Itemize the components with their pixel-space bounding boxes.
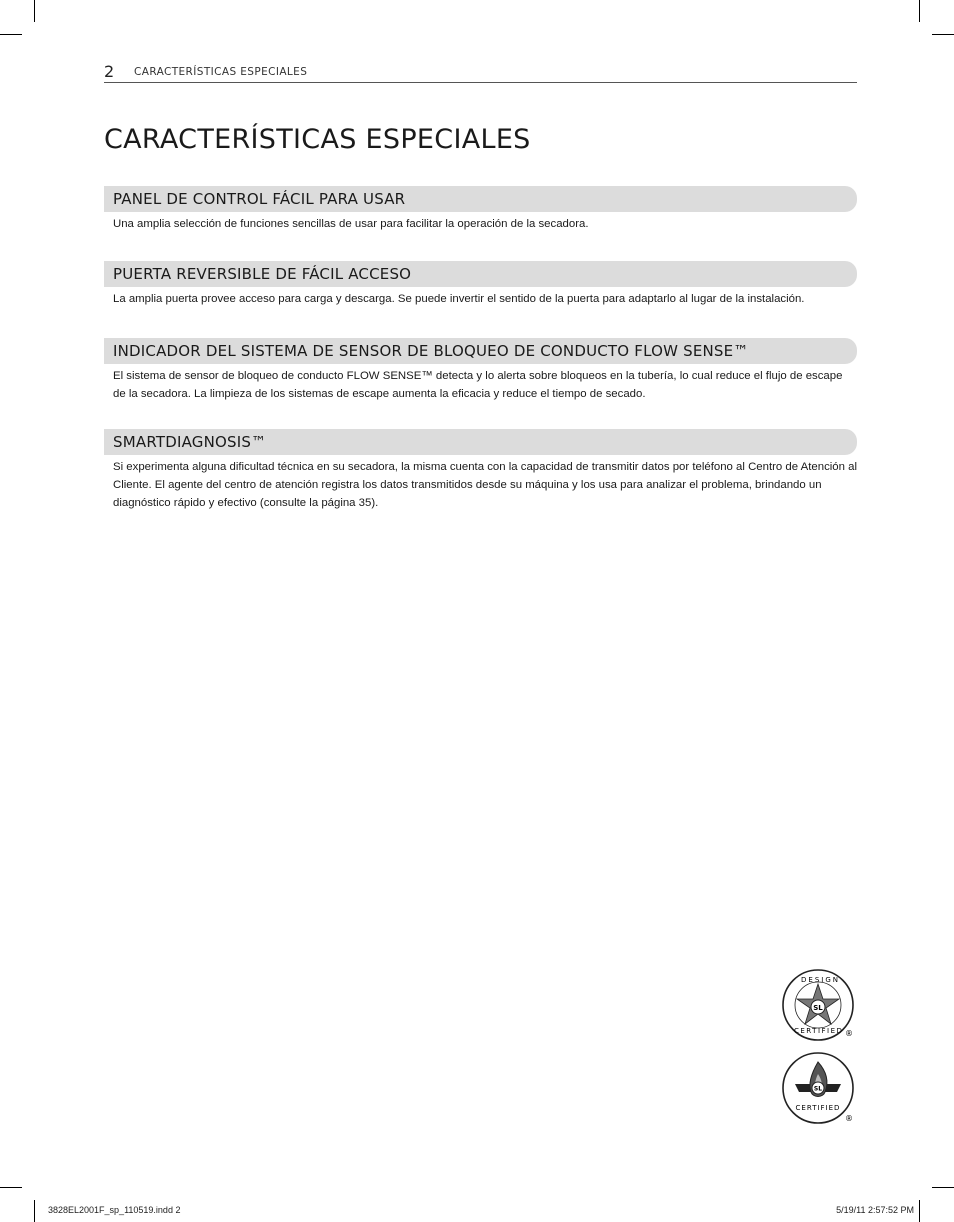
section-heading-bar: [104, 338, 857, 364]
svg-text:®: ®: [845, 1114, 853, 1123]
section-body: La amplia puerta provee acceso para carga y descarga. Se puede invertir el sentido de la puerta para adaptarlo al lugar de la instalación.: [113, 293, 805, 305]
section-reversible-door: [104, 261, 857, 308]
footer-file-name: 3828EL2001F_sp_110519.indd 2: [48, 1205, 181, 1215]
section-heading-bar: [104, 261, 857, 287]
footer-timestamp: 5/19/11 2:57:52 PM: [836, 1205, 914, 1215]
running-head: [104, 62, 857, 83]
section-heading: PUERTA REVERSIBLE DE FÁCIL ACCESO: [113, 265, 412, 283]
svg-text:CERTIFIED: CERTIFIED: [795, 1104, 841, 1112]
section-body: Si experimenta alguna dificultad técnica en su secadora, la misma cuenta con la capacidad de transmitir datos por teléfono al Centro de Atención al Cliente. El agente del centro de atención registra los datos transmitidos desde su máquina y los usa para analizar el problema, brindando un diagnóstico rápido y efectivo (consulte la página 35).: [113, 461, 857, 509]
section-heading: SMARTDIAGNOSIS™: [113, 433, 267, 451]
certified-flame-seal-icon: [781, 1052, 853, 1124]
crop-mark: [919, 1200, 920, 1222]
section-body: El sistema de sensor de bloqueo de conducto FLOW SENSE™ detecta y lo alerta sobre bloqueos en la tubería, lo cual reduce el flujo de escape de la secadora. La limpieza de los sistemas de escape aumenta la eficacia y reduce el tiempo de secado.: [113, 370, 843, 400]
section-heading-bar: [104, 186, 857, 212]
crop-mark: [932, 34, 954, 35]
design-certified-star-seal-icon: [781, 969, 853, 1041]
svg-text:SL: SL: [813, 1004, 823, 1012]
svg-text:®: ®: [845, 1029, 853, 1038]
section-heading: INDICADOR DEL SISTEMA DE SENSOR DE BLOQUEO DE CONDUCTO FLOW SENSE™: [113, 342, 749, 360]
section-flow-sense: [104, 338, 857, 403]
svg-text:SL: SL: [813, 1085, 823, 1093]
svg-text:CERTIFIED: CERTIFIED: [794, 1027, 844, 1035]
page-title: CARACTERÍSTICAS ESPECIALES: [104, 124, 531, 155]
crop-mark: [34, 1200, 35, 1222]
svg-text:DESIGN: DESIGN: [801, 976, 840, 984]
section-body: Una amplia selección de funciones sencillas de usar para facilitar la operación de la secadora.: [113, 218, 589, 230]
crop-mark: [0, 34, 22, 35]
section-heading: PANEL DE CONTROL FÁCIL PARA USAR: [113, 190, 406, 208]
crop-mark: [919, 0, 920, 22]
running-head-title: CARACTERÍSTICAS ESPECIALES: [134, 66, 308, 78]
page-number: 2: [104, 62, 115, 81]
section-smartdiagnosis: [104, 429, 857, 512]
section-heading-bar: [104, 429, 857, 455]
crop-mark: [0, 1187, 22, 1188]
crop-mark: [932, 1187, 954, 1188]
crop-mark: [34, 0, 35, 22]
section-easy-control-panel: [104, 186, 857, 233]
